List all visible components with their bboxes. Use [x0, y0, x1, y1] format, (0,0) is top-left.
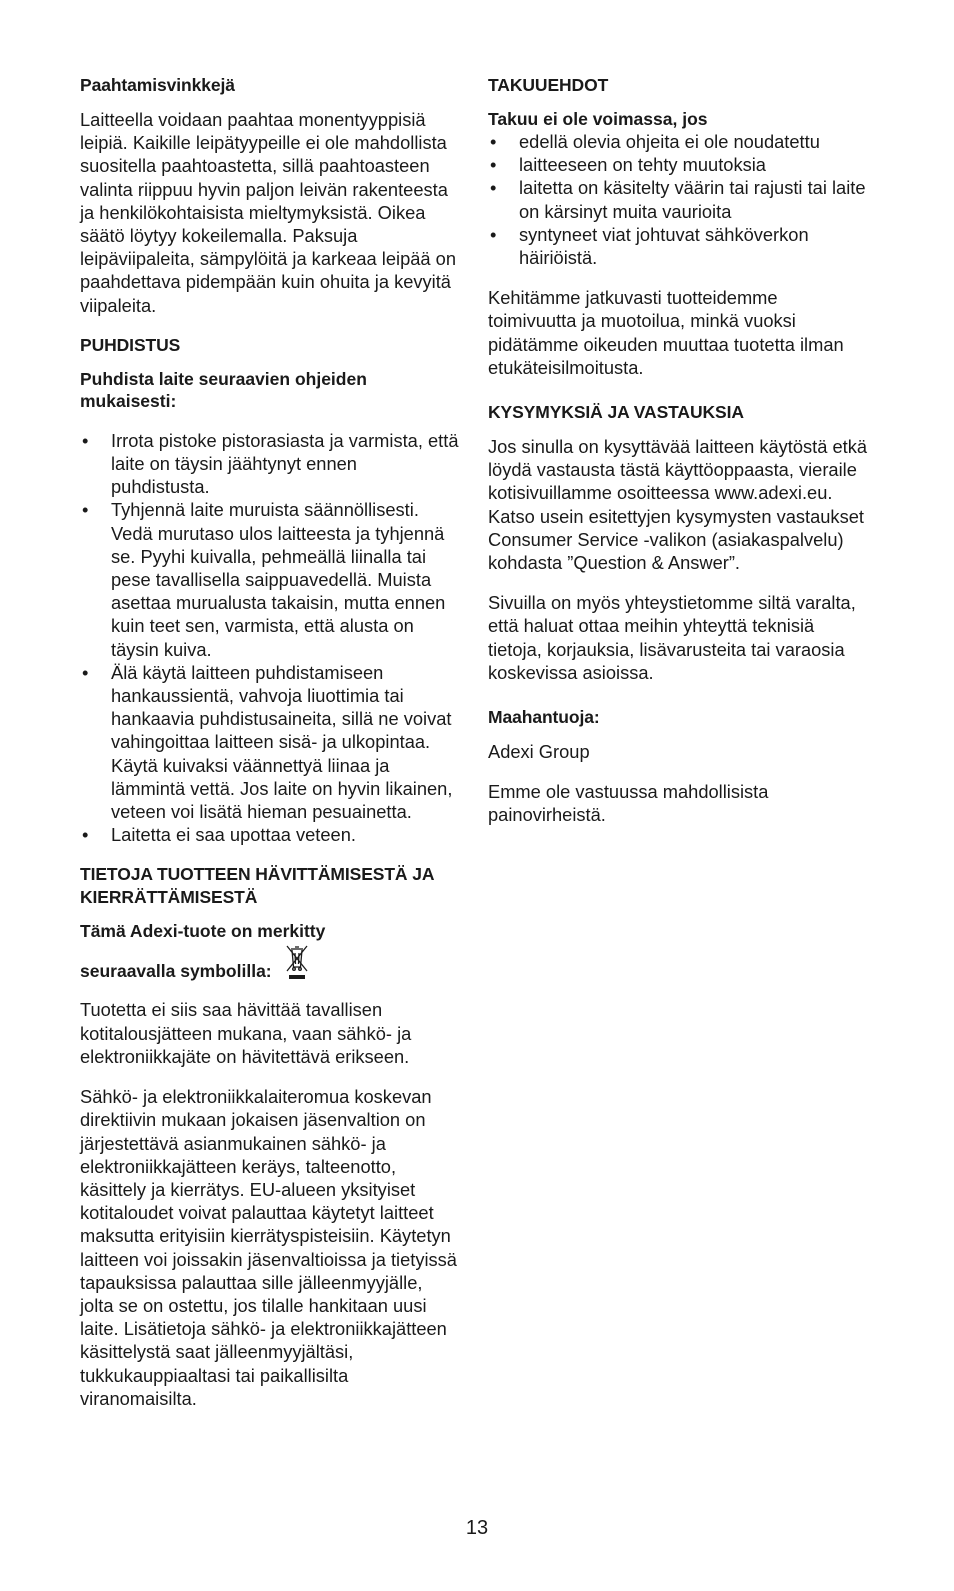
- importer-name: Adexi Group: [488, 741, 590, 763]
- list-item: • Laitetta ei saa upottaa veteen.: [80, 823, 460, 846]
- faq-heading: KYSYMYKSIÄ JA VASTAUKSIA: [488, 402, 744, 423]
- warranty-subheading: Takuu ei ole voimassa, jos: [488, 109, 708, 129]
- warranty-list: [488, 130, 868, 269]
- tips-heading: Paahtamisvinkkejä: [80, 75, 235, 95]
- misprint-notice: Emme ole vastuussa mahdollisista painovirheistä.: [488, 781, 769, 826]
- cleaning-heading: PUHDISTUS: [80, 334, 181, 355]
- cleaning-subheading: Puhdista laite seuraavien ohjeiden mukaisesti:: [80, 368, 367, 411]
- disposal-paragraph-1: Tuotetta ei siis saa hävittää tavallisen kotitalousjätteen mukana, vaan sähkö- ja elektroniikkajäte on hävitettävä erikseen.: [80, 999, 412, 1067]
- disposal-paragraph-2: Sähkö- ja elektroniikkalaiteromua koskevan direktiivin mukaan jokaisen jäsenvaltion on järjestettävä asianmukainen sähkö- ja elektroniikkajätteen keräys, talteenotto, käsittely ja kierrätys. EU-alueen yksityiset kotitaloudet voivat palauttaa käytetyt laitteet maksutta erityisiin kierrätyspisteisiin. Käytetyn laitteen voi joissakin jäsenvaltioissa ja tietyissä tapauksissa palauttaa sille jälleenmyyjälle, jolta se on ostettu, jos tilalle hankitaan uusi laite. Lisätietoja sähkö- ja elektroniikkajätteen käsittelystä saat jälleenmyyjältäsi, tukkukauppiaaltasi tai paikallisilta viranomaisilta.: [80, 1086, 457, 1409]
- list-item: • syntyneet viat johtuvat sähköverkon häiriöistä.: [488, 223, 868, 269]
- warranty-paragraph: Kehitämme jatkuvasti tuotteidemme toimivuutta ja muotoilua, minkä vuoksi pidätämme oikeuden muuttaa tuotetta ilman etukäteisilmoitusta.: [488, 287, 844, 378]
- list-item: • laitteeseen on tehty muutoksia: [488, 153, 868, 176]
- right-column: [488, 74, 868, 844]
- page-number: 13: [465, 1517, 489, 1539]
- disposal-heading: TIETOJA TUOTTEEN HÄVITTÄMISESTÄ JA KIERRÄTTÄMISESTÄ: [80, 864, 434, 908]
- crossed-out-bin-icon: [282, 942, 312, 982]
- list-item: • edellä olevia ohjeita ei ole noudatettu: [488, 130, 868, 153]
- symbol-row: [80, 942, 460, 982]
- importer-heading: Maahantuoja:: [488, 707, 600, 728]
- faq-paragraph-2: Sivuilla on myös yhteystietomme siltä varalta, että haluat ottaa meihin yhteyttä teknisiä tietoja, korjauksia, lisävarusteita tai varaosia koskevissa asioissa.: [488, 592, 856, 683]
- list-item: • Tyhjennä laite muruista säännöllisesti. Vedä murutaso ulos laitteesta ja tyhjennä se. Pyyhi kuivalla, pehmeällä liinalla tai pese tavallisella saippuavedellä. Muista asettaa murualusta takaisin, mutta ennen kuin teet sen, varmista, että alusta on täysin kuiva.: [80, 498, 460, 660]
- cleaning-list: [80, 429, 460, 847]
- faq-paragraph-1: Jos sinulla on kysyttävää laitteen käytöstä etkä löydä vastausta tästä käyttöoppaasta, vieraile kotisivuillamme osoitteessa www.adexi.eu.: [488, 436, 868, 504]
- disposal-subheading-1: Tämä Adexi-tuote on merkitty: [80, 921, 326, 942]
- list-item: • Irrota pistoke pistorasiasta ja varmista, että laite on täysin jäähtynyt ennen puhdistusta.: [80, 429, 460, 499]
- list-item: • Älä käytä laitteen puhdistamiseen hankaussientä, vahvoja liuottimia tai hankaavia puhdistusaineita, sillä ne voivat vahingoittaa laitteen sisä- ja ulkopintaa. Käytä kuivaksi väännettyä liinaa ja lämmintä vettä. Jos laite on hyvin likainen, veteen voi lisätä hieman pesuainetta.: [80, 661, 460, 823]
- warranty-heading: TAKUUEHDOT: [488, 75, 609, 95]
- list-item: • laitetta on käsitelty väärin tai rajusti tai laite on kärsinyt muita vaurioita: [488, 176, 868, 222]
- disposal-subheading-2: seuraavalla symbolilla:: [80, 961, 272, 982]
- faq-paragraph-1b: Katso usein esitettyjen kysymysten vastaukset Consumer Service -valikon (asiakaspalvelu) kohdasta ”Question & Answer”.: [488, 505, 864, 574]
- left-column: [80, 74, 460, 1427]
- tips-text: Laitteella voidaan paahtaa monentyyppisiä leipiä. Kaikille leipätyypeille ei ole mahdollista suositella paahtoastetta, sillä paahtoasteen valinta riippuu hyvin paljon leivän rakenteesta ja henkilökohtaisista mieltymyksistä. Oikea säätö löytyy kokeilemalla. Paksuja leipäviipaleita, sämpylöitä ja karkeaa leipää on paahdettava pidempään kuin ohuita ja kevyitä viipaleita.: [80, 109, 457, 316]
